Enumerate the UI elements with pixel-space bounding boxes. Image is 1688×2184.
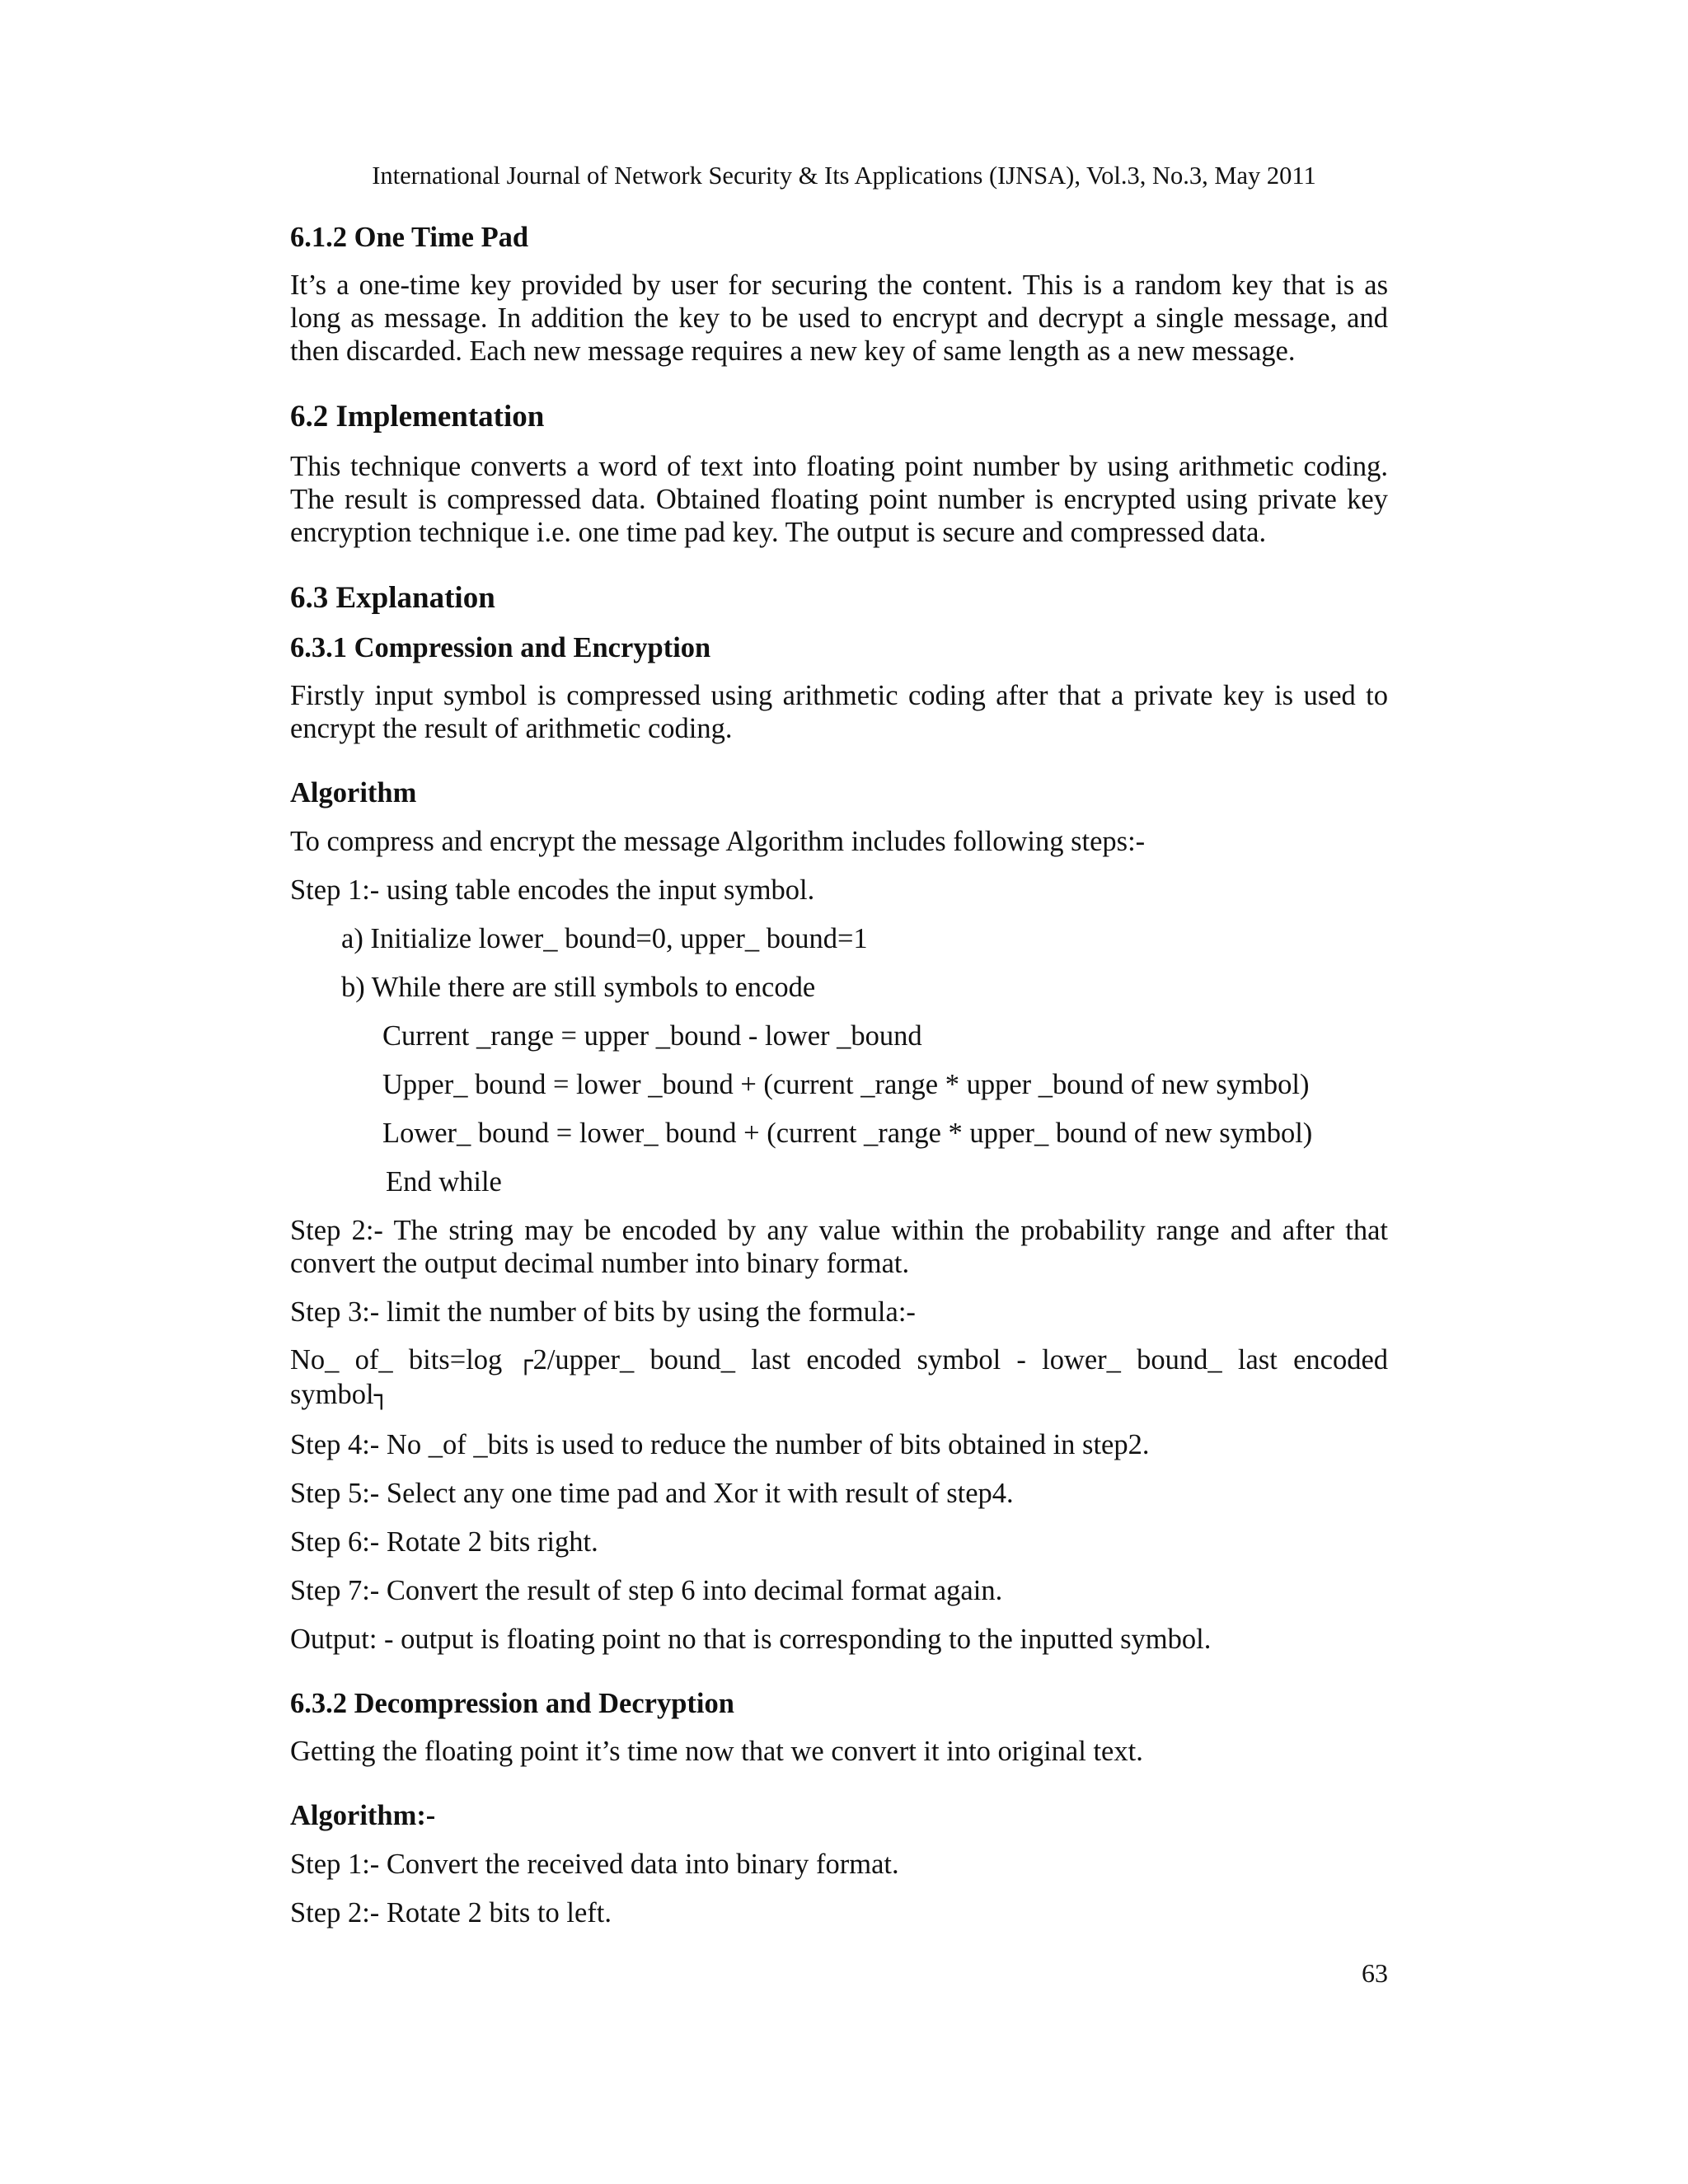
bits-formula-end: symbol bbox=[290, 1379, 374, 1410]
bits-formula-body: 2/upper_ bound_ last encoded symbol - lower_ bound_ last encoded bbox=[532, 1344, 1389, 1376]
bits-formula-start: No_ of_ bits=log bbox=[290, 1344, 518, 1376]
lower-bound-formula: Lower_ bound = lower_ bound + (current _range * upper_ bound of new symbol) bbox=[382, 1118, 1313, 1149]
decrypt-algorithm-heading: Algorithm:- bbox=[290, 1800, 436, 1831]
section-6-3-heading: 6.3 Explanation bbox=[290, 581, 495, 615]
page-content bbox=[290, 221, 1388, 1929]
section-6-3-1-heading: 6.3.1 Compression and Encryption bbox=[290, 632, 711, 663]
end-while: End while bbox=[386, 1166, 502, 1197]
encrypt-step-4: Step 4:- No _of _bits is used to reduce the number of bits obtained in step2. bbox=[290, 1429, 1150, 1460]
section-6-3-1-paragraph: Firstly input symbol is compressed using arithmetic coding after that a private key is used to encrypt the result of arithmetic coding. bbox=[290, 680, 1388, 744]
section-6-3-2-heading: 6.3.2 Decompression and Decryption bbox=[290, 1688, 734, 1719]
algorithm-heading: Algorithm bbox=[290, 777, 417, 808]
bits-formula-continued bbox=[290, 1378, 1388, 1413]
running-header: International Journal of Network Security & Its Applications (IJNSA), Vol.3, No.3, May 2011 bbox=[372, 162, 1316, 190]
section-6-2-paragraph: This technique converts a word of text into floating point number by using arithmetic coding. The result is compressed data. Obtained floating point number is encrypted using private key encryption technique i.e. one time pad key. The output is secure and compressed data. bbox=[290, 451, 1388, 548]
encrypt-step-7: Step 7:- Convert the result of step 6 into decimal format again. bbox=[290, 1575, 1003, 1606]
encrypt-step-2: Step 2:- The string may be encoded by any value within the probability range and after that convert the output decimal number into binary format. bbox=[290, 1215, 1388, 1279]
encrypt-step-5: Step 5:- Select any one time pad and Xor it with result of step4. bbox=[290, 1478, 1014, 1509]
encrypt-step-1b: b) While there are still symbols to encode bbox=[341, 972, 816, 1003]
encrypt-step-1: Step 1:- using table encodes the input symbol. bbox=[290, 874, 815, 906]
section-6-3-2-paragraph: Getting the floating point it’s time now that we convert it into original text. bbox=[290, 1736, 1143, 1767]
decrypt-step-2: Step 2:- Rotate 2 bits to left. bbox=[290, 1897, 612, 1929]
algorithm-intro: To compress and encrypt the message Algorithm includes following steps:- bbox=[290, 826, 1146, 857]
encrypt-output: Output: - output is floating point no that is corresponding to the inputted symbol. bbox=[290, 1624, 1212, 1655]
section-6-1-2-paragraph: It’s a one-time key provided by user for securing the content. This is a random key that is as long as message. In addition the key to be used to encrypt and decrypt a single message, and then discarded. Each new message requires a new key of same length as a new message. bbox=[290, 269, 1388, 367]
ceiling-open-bracket: ┌ bbox=[518, 1347, 533, 1376]
encrypt-step-6: Step 6:- Rotate 2 bits right. bbox=[290, 1526, 598, 1558]
decrypt-step-1: Step 1:- Convert the received data into binary format. bbox=[290, 1849, 899, 1880]
page-number: 63 bbox=[1362, 1958, 1388, 1988]
encrypt-step-1a: a) Initialize lower_ bound=0, upper_ bound=1 bbox=[341, 923, 868, 954]
upper-bound-formula: Upper_ bound = lower _bound + (current _range * upper _bound of new symbol) bbox=[382, 1069, 1310, 1100]
bits-formula bbox=[290, 1343, 1388, 1378]
encrypt-step-3: Step 3:- limit the number of bits by using the formula:- bbox=[290, 1296, 916, 1328]
section-6-2-heading: 6.2 Implementation bbox=[290, 400, 545, 434]
section-6-1-2-heading: 6.1.2 One Time Pad bbox=[290, 222, 529, 253]
ceiling-close-bracket: ┐ bbox=[373, 1381, 389, 1410]
current-range-formula: Current _range = upper _bound - lower _bound bbox=[382, 1020, 922, 1052]
